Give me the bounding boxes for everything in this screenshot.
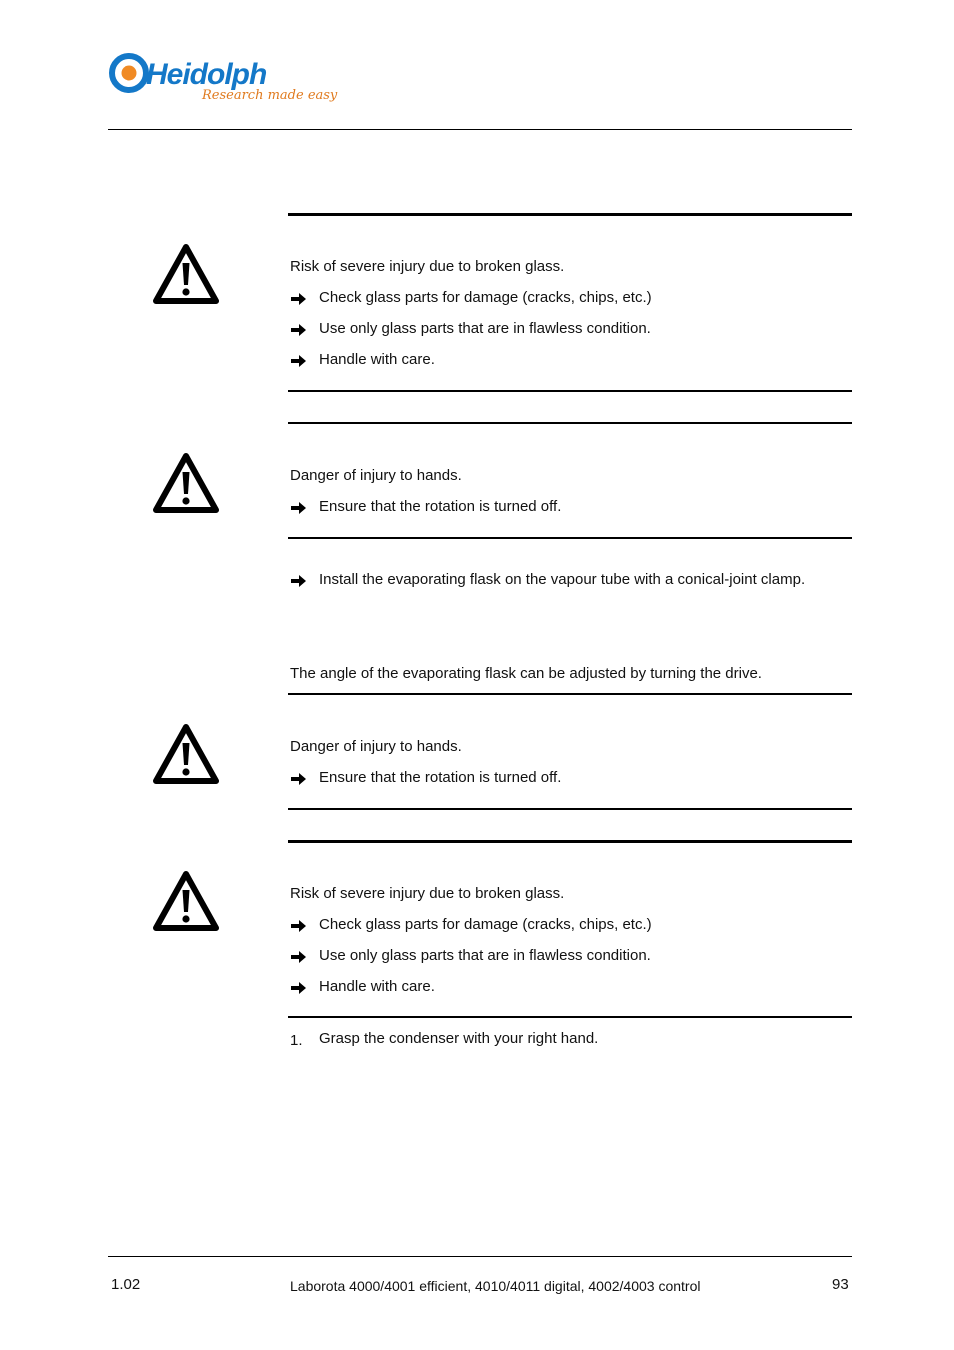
block4-top-rule	[288, 840, 852, 843]
block3-top-rule	[288, 693, 852, 695]
block2-warning-text: Danger of injury to hands.	[290, 467, 462, 484]
right-arrow-icon	[291, 981, 307, 995]
logo-name: Heidolph	[146, 58, 267, 91]
block3-bottom-rule	[288, 808, 852, 810]
right-arrow-icon	[291, 772, 307, 786]
install-step: Install the evaporating flask on the vapour tube with a conical-joint clamp.	[319, 571, 806, 588]
block1-top-rule	[288, 213, 852, 216]
warning-triangle-icon	[152, 870, 220, 932]
footer-page-number: 93	[832, 1276, 849, 1293]
warning-triangle-icon	[152, 452, 220, 514]
block1-warning-text: Risk of severe injury due to broken glass.	[290, 258, 565, 275]
footer-divider	[108, 1256, 852, 1257]
warning-triangle-icon	[152, 723, 220, 785]
block1-step: Check glass parts for damage (cracks, chips, etc.)	[319, 289, 652, 306]
block1-step: Handle with care.	[319, 351, 435, 368]
block3-step: Ensure that the rotation is turned off.	[319, 769, 562, 786]
right-arrow-icon	[291, 574, 307, 588]
block4-bottom-rule	[288, 1016, 852, 1018]
angle-note: The angle of the evaporating flask can be adjusted by turning the drive.	[290, 665, 762, 682]
right-arrow-icon	[291, 354, 307, 368]
block4-step: Handle with care.	[319, 978, 435, 995]
block2-step: Ensure that the rotation is turned off.	[319, 498, 562, 515]
right-arrow-icon	[291, 323, 307, 337]
right-arrow-icon	[291, 501, 307, 515]
block4-step: Use only glass parts that are in flawless condition.	[319, 947, 651, 964]
block1-bottom-rule	[288, 390, 852, 392]
footer-version: 1.02	[111, 1276, 141, 1293]
block3-warning-text: Danger of injury to hands.	[290, 738, 462, 755]
numbered-step-text: Grasp the condenser with your right hand.	[319, 1030, 599, 1047]
right-arrow-icon	[291, 292, 307, 306]
block4-warning-text: Risk of severe injury due to broken glass.	[290, 885, 565, 902]
heidolph-logo-icon	[108, 52, 150, 94]
block2-top-rule	[288, 422, 852, 424]
logo-tagline: Research made easy	[202, 88, 338, 103]
warning-triangle-icon	[152, 243, 220, 305]
step-number: 1.	[290, 1032, 303, 1049]
footer-product: Laborota 4000/4001 efficient, 4010/4011 digital, 4002/4003 control	[290, 1278, 701, 1294]
block1-step: Use only glass parts that are in flawless condition.	[319, 320, 651, 337]
right-arrow-icon	[291, 950, 307, 964]
header-divider	[108, 129, 852, 130]
right-arrow-icon	[291, 919, 307, 933]
block2-bottom-rule	[288, 537, 852, 539]
block4-step: Check glass parts for damage (cracks, chips, etc.)	[319, 916, 652, 933]
